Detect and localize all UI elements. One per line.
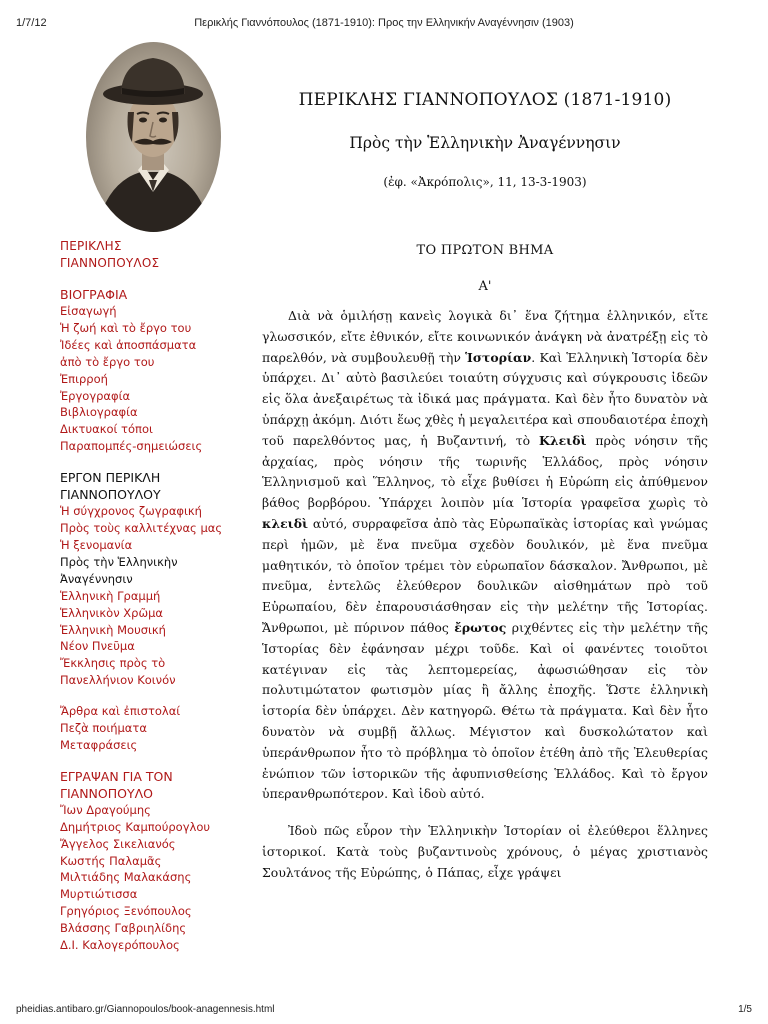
emphasis-key: Κλειδὶ <box>539 432 587 448</box>
print-footer <box>0 1000 768 1024</box>
nav-link-translations[interactable]: Μεταφράσεις <box>60 737 138 752</box>
emphasis-key-2: κλειδὶ <box>262 515 309 531</box>
nav-link-references[interactable]: Παραπομπές-σημειώσεις <box>60 439 203 454</box>
portrait-figure <box>86 42 221 232</box>
page-title: ΠΕΡΙΚΛΗΣ ΓΙΑΝΝΟΠΟΥΛΟΣ (1871-1910) <box>298 90 672 110</box>
print-date: 1/7/12 <box>16 17 47 29</box>
nav-link-ideas-excerpts-cont[interactable]: ἀπὸ τὸ ἔργο του <box>60 354 155 369</box>
nav-link-works-list[interactable]: Ἐργογραφία <box>60 388 131 403</box>
nav-link-articles-letters[interactable]: Ἄρθρα καὶ ἐπιστολαί <box>60 704 181 719</box>
nav-link-greek-music[interactable]: Ἑλληνικὴ Μουσική <box>60 622 166 637</box>
nav-link-to-our-artists[interactable]: Πρὸς τοὺς καλλιτέχνας μας <box>60 521 223 536</box>
emphasis-history: Ἱστορίαν <box>465 349 532 365</box>
article-source: (ἐφ. «Ἀκρόπολις», 11, 13-3-1903) <box>383 175 587 189</box>
section-heading: ΤΟ ΠΡΩΤΟΝ ΒΗΜΑ <box>416 243 554 258</box>
wrote-heading-line1: ΕΓΡΑΨΑΝ ΓΙΑ ΤΟΝ <box>60 768 173 784</box>
nav-link-appeal[interactable]: Ἔκκλησις πρὸς τὸ <box>60 656 166 671</box>
nav-link-bibliography[interactable]: Βιβλιογραφία <box>60 405 138 420</box>
nav-current-page-line1: Πρὸς τὴν Ἑλληνικὴν <box>60 554 178 569</box>
nav-current-page-line2: Ἀναγέννησιν <box>60 571 133 586</box>
works-heading-line1: ΕΡΓΟΝ ΠΕΡΙΚΛΗ <box>60 470 161 486</box>
author-name-line1: ΠΕΡΙΚΛΗΣ <box>60 239 122 253</box>
article-title: Πρὸς τὴν Ἑλληνικὴν Ἀναγέννησιν <box>349 134 621 152</box>
nav-link-xenopoulos[interactable]: Γρηγόριος Ξενόπουλος <box>60 904 192 919</box>
nav-link-gavriilidis[interactable]: Βλάσσης Γαβριηλίδης <box>60 921 187 936</box>
wrote-heading-line2: ΓΙΑΝΝΟΠΟΥΛΟ <box>60 785 154 801</box>
sidebar-nav <box>60 238 240 954</box>
nav-link-malakasis[interactable]: Μιλτιάδης Μαλακάσης <box>60 870 192 885</box>
nav-link-new-spirit[interactable]: Νέον Πνεῦμα <box>60 639 135 654</box>
emphasis-love: ἔρωτος <box>454 619 507 635</box>
paragraph-1: Διὰ νὰ ὁμιλήσῃ κανεὶς λογικὰ δι᾿ ἕνα ζήτημα ἑλληνικόν, εἴτε γλωσσικόν, εἴτε ἐθνικόν, εἴτε κοινωνικόν ἀνάγκη νὰ ἀνατρέξῃ εἰς τὸ παρελθόν, νὰ συμβουλευθῇ τὴν Ἱστορίαν. Καὶ Ἑλληνικὴ Ἱστορία δὲν ὑπάρχει. Δι᾿ αὐτὸ βασιλεύει τοιαύτη σύγχυσις καὶ σύγκρουσις ἰδεῶν εἰς ὅλα ἀνεξαιρέτως τὰ ἰδικά μας πράγματα. Καὶ δὲν ἦτο δυνατὸν νὰ ὑπάρχῃ ἀκόμη. Διότι ἕως χθὲς ἡ μεγαλειτέρα καὶ σπουδαιοτέρα ἐποχὴ τοῦ παρελθόντος μας, ἡ Βυζαντινή, τὸ Κλειδὶ πρὸς νόησιν τῆς ἀρχαίας, πρὸς νόησιν τῆς τωρινῆς Ἑλλάδος, πρὸς νόησιν Ἑλληνισμοῦ καὶ Ἕλληνος, τὸ εἶχε βυθίσει ἡ Εὐρώπη εἰς ἀπύθμενον βάθος βορβόρου. Ὑπάρχει λοιπὸν μία Ἱστορία γραφεῖσα χωρὶς τὸ κλειδὶ αὐτό, συρραφεῖσα ἀπὸ τὰς Εὐρωπαϊκὰς ἱστορίας καὶ γνώμας περὶ ἡμῶν, μὲ ἕνα πνεῦμα σχεδὸν δουλικόν, μὲ ἕνα πνεῦμα μαθητικόν, τὸ ὁποῖον τρέμει τὸν εὐρωπαῖον δάσκαλον. Ἄνθρωποι, μὲ πνεῦμα, ἐντελῶς ἐλεύθερον δουλικῶν αἰσθημάτων πρὸ τοῦ Εὐρωπαίου, δὲν ἐπαρουσιάσθησαν εἰς τὴν μελέτην τῆς Ἱστορίας. Ἄνθρωποι, μὲ πύρινον πάθος ἔρωτος ριχθέντες εἰς τὴν μελέτην τῆς Ἱστορίας δὲν ἐφάνησαν μέχρι τοῦδε. Καὶ οἱ φανέντες τοιοῦτοι κατέγιναν εἰς τὰς λεπτομερείας, ἀφωσιώθησαν εἰς τὸν πολυτιμώτατον φωτισμὸν μίας ἢ ἄλλης ἐποχῆς. Ὥστε ἑλληνικὴ ἱστορία δὲν ὑπάρχει. Δὲν κατηγορῶ. Θέτω τὰ πράγματα. Καὶ δὲν ἦτο δυνατὸν νὰ συμβῇ ἄλλως. Μέγιστον καὶ δυσκολώτατον καὶ ὑπεράνθρωπον ἦτο τὸ πρόβλημα τὸ ὁποῖον ἐτέθη ἀπὸ τῆς Ἐλευθερίας ἐνώπιον τῶν ἱστορικῶν τῆς ἀφυπνισθείσης Ἑλλάδος. Καὶ τὸ ἔργον ὑπερανθρωπότερον. Καὶ ἰδοὺ αὐτό. <box>262 308 708 802</box>
nav-link-prose-poems[interactable]: Πεζὰ ποιήματα <box>60 721 147 736</box>
print-page-number: 1/5 <box>738 1004 752 1015</box>
print-url: pheidias.antibaro.gr/Giannopoulos/book-anagennesis.html <box>16 1004 275 1015</box>
nav-link-xenomania[interactable]: Ἡ ξενομανία <box>60 537 133 552</box>
part-heading: Α' <box>478 279 492 294</box>
nav-link-life-and-work[interactable]: Ἡ ζωή καὶ τὸ ἔργο του <box>60 320 192 335</box>
article <box>262 90 708 884</box>
nav-link-myrtiotissa[interactable]: Μυρτιώτισσα <box>60 887 138 902</box>
works-heading-line2: ΓΙΑΝΝΟΠΟΥΛΟΥ <box>60 487 161 503</box>
print-header <box>0 0 768 40</box>
nav-link-greek-colour[interactable]: Ἑλληνικὸν Χρῶμα <box>60 605 163 620</box>
nav-link-websites[interactable]: Δικτυακοί τόποι <box>60 422 153 437</box>
nav-link-greek-line[interactable]: Ἑλληνικὴ Γραμμή <box>60 588 161 603</box>
nav-link-kalogeropoulos[interactable]: Δ.Ι. Καλογερόπουλος <box>60 938 180 953</box>
print-title: Περικλής Γιαννόπουλος (1871-1910): Προς την Ελληνικήν Αναγέννησιν (1903) <box>194 17 574 29</box>
sidebar <box>60 42 240 954</box>
nav-link-kambouroglou[interactable]: Δημήτριος Καμπούρογλου <box>60 819 211 834</box>
nav-link-palamas[interactable]: Κωστής Παλαμᾶς <box>60 853 162 868</box>
nav-link-contemporary-painting[interactable]: Ἡ σύγχρονος ζωγραφική <box>60 504 202 519</box>
paragraph-2: Ἰδοὺ πῶς εὗρον τὴν Ἑλληνικὴν Ἱστορίαν οἱ ἐλεύθεροι ἕλληνες ἱστορικοί. Κατὰ τοὺς βυζαντινοὺς χρόνους, ὁ μέγας χριστιανὸς Σουλτάνος τῆς Εὐρώπης, ὁ Πάπας, εἶχε γράψει <box>262 823 708 880</box>
nav-link-ideas-excerpts[interactable]: Ἰδέες καὶ ἀποσπάσματα <box>60 337 197 352</box>
biography-heading: ΒΙΟΓΡΑΦΙΑ <box>60 287 128 302</box>
nav-link-sikelianos[interactable]: Ἄγγελος Σικελιανός <box>60 836 176 851</box>
nav-link-appeal-cont[interactable]: Πανελλήνιον Κοινόν <box>60 673 176 688</box>
nav-link-introduction[interactable]: Εἰσαγωγή <box>60 304 117 318</box>
portrait-image <box>86 42 221 232</box>
author-name-line2: ΓΙΑΝΝΟΠΟΥΛΟΣ <box>60 256 160 270</box>
nav-link-dragoumis[interactable]: Ἴων Δραγούμης <box>60 802 151 817</box>
nav-link-influence[interactable]: Ἐπιρροή <box>60 371 108 386</box>
